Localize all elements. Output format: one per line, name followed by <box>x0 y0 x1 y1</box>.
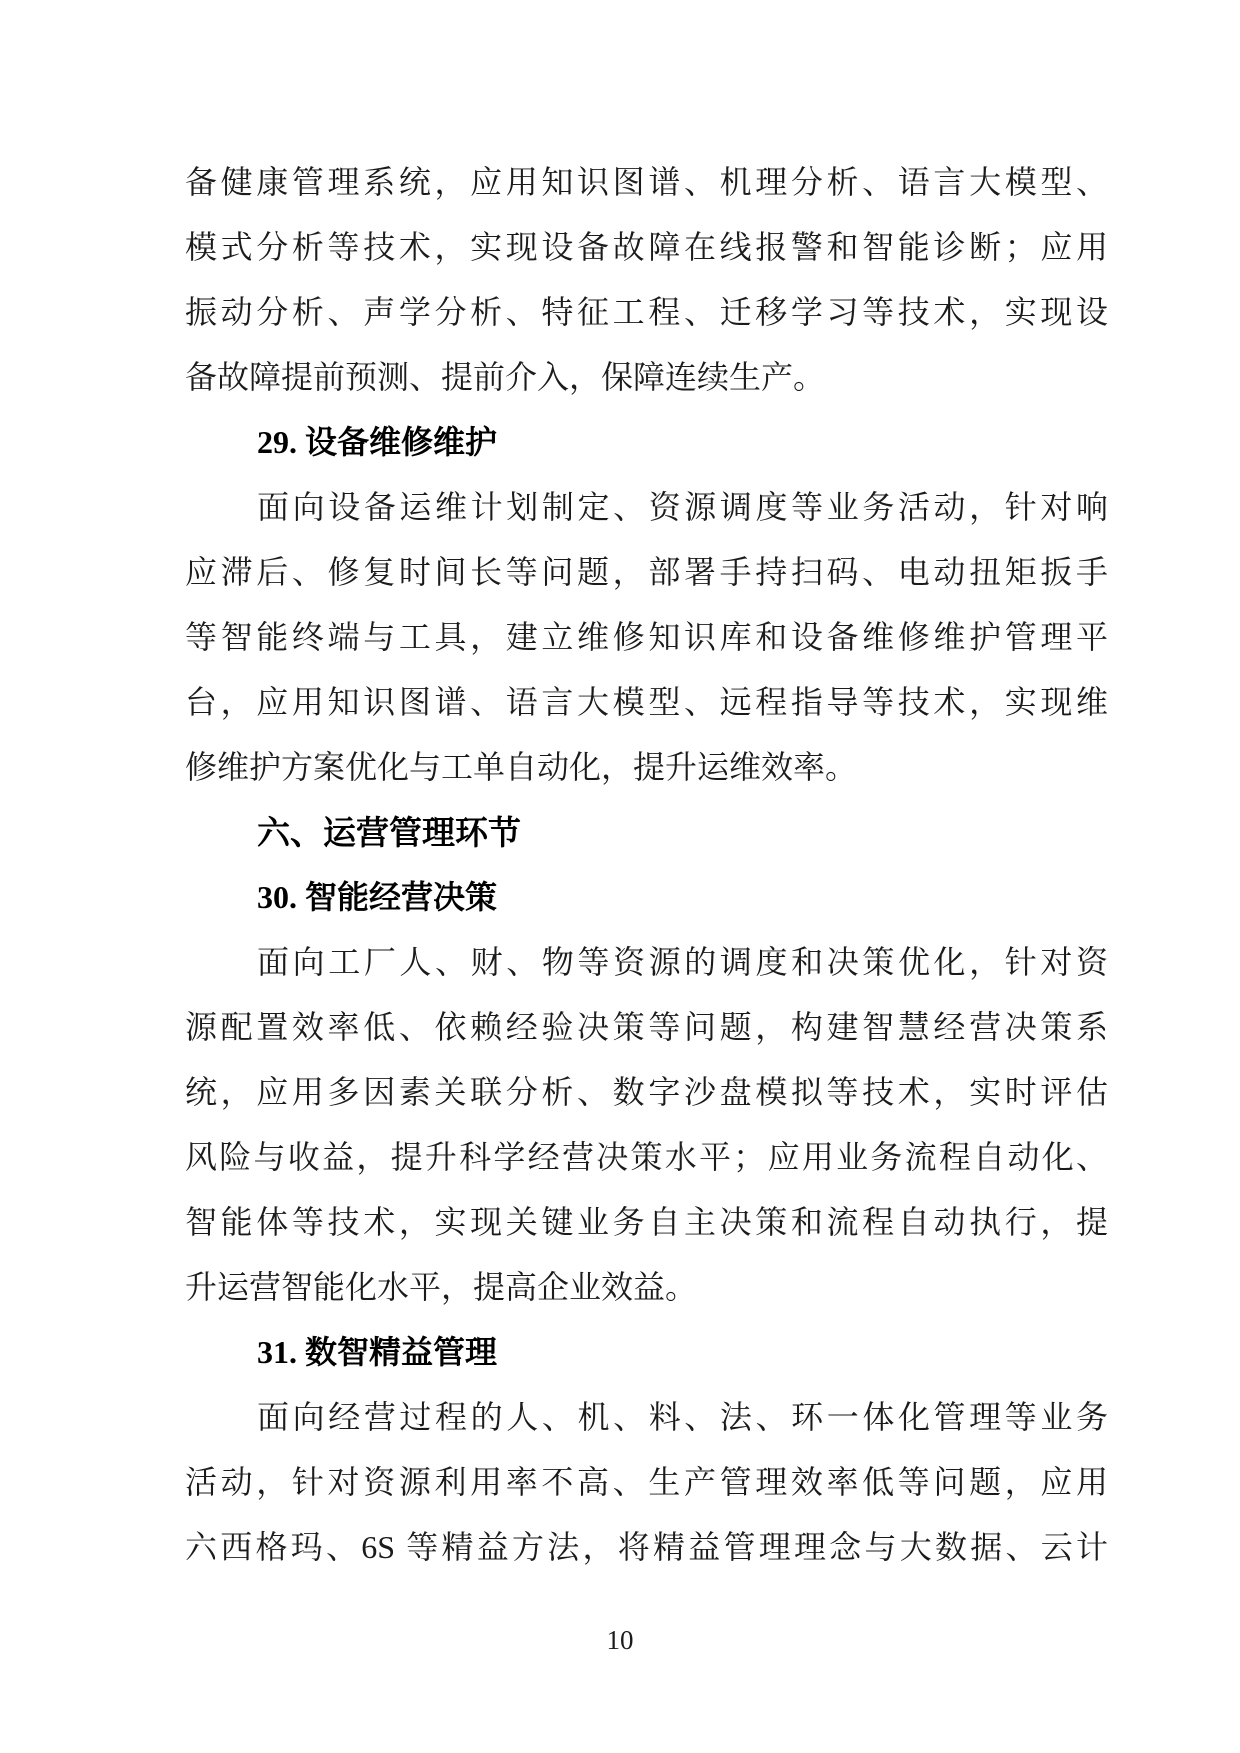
body-text-line: 六西格玛、6S 等精益方法，将精益管理理念与大数据、云计 <box>185 1529 1108 1565</box>
text-block <box>185 150 1108 1580</box>
body-text-line: 统，应用多因素关联分析、数字沙盘模拟等技术，实时评估 <box>185 1074 1108 1110</box>
body-text-line: 等智能终端与工具，建立维修知识库和设备维修维护管理平 <box>185 619 1108 655</box>
body-text-line: 升运营智能化水平，提高企业效益。 <box>185 1269 698 1305</box>
body-text-line: 面向经营过程的人、机、料、法、环一体化管理等业务 <box>257 1399 1108 1435</box>
body-text-line: 修维护方案优化与工单自动化，提升运维效率。 <box>185 749 858 785</box>
clause-heading: 31. 数智精益管理 <box>257 1334 498 1370</box>
body-text-line: 源配置效率低、依赖经验决策等问题，构建智慧经营决策系 <box>185 1009 1108 1045</box>
clause-heading: 29. 设备维修维护 <box>257 424 498 460</box>
body-text-line: 模式分析等技术，实现设备故障在线报警和智能诊断；应用 <box>185 229 1108 265</box>
section-heading: 六、运营管理环节 <box>257 814 521 851</box>
body-text-line: 应滞后、修复时间长等问题，部署手持扫码、电动扭矩扳手 <box>185 554 1108 590</box>
body-text-line: 面向设备运维计划制定、资源调度等业务活动，针对响 <box>257 489 1108 525</box>
page-number: 10 <box>606 1625 634 1655</box>
body-text-line: 振动分析、声学分析、特征工程、迁移学习等技术，实现设 <box>185 294 1108 330</box>
body-text-line: 面向工厂人、财、物等资源的调度和决策优化，针对资 <box>257 944 1108 980</box>
body-text-line: 备故障提前预测、提前介入，保障连续生产。 <box>185 359 826 395</box>
body-text-line: 台，应用知识图谱、语言大模型、远程指导等技术，实现维 <box>185 684 1108 720</box>
clause-heading: 30. 智能经营决策 <box>257 879 498 915</box>
body-text-line: 备健康管理系统，应用知识图谱、机理分析、语言大模型、 <box>185 164 1108 200</box>
body-text-line: 智能体等技术，实现关键业务自主决策和流程自动执行，提 <box>185 1204 1108 1240</box>
body-text-line: 活动，针对资源利用率不高、生产管理效率低等问题，应用 <box>185 1464 1108 1500</box>
body-text-line: 风险与收益，提升科学经营决策水平；应用业务流程自动化、 <box>185 1139 1108 1175</box>
